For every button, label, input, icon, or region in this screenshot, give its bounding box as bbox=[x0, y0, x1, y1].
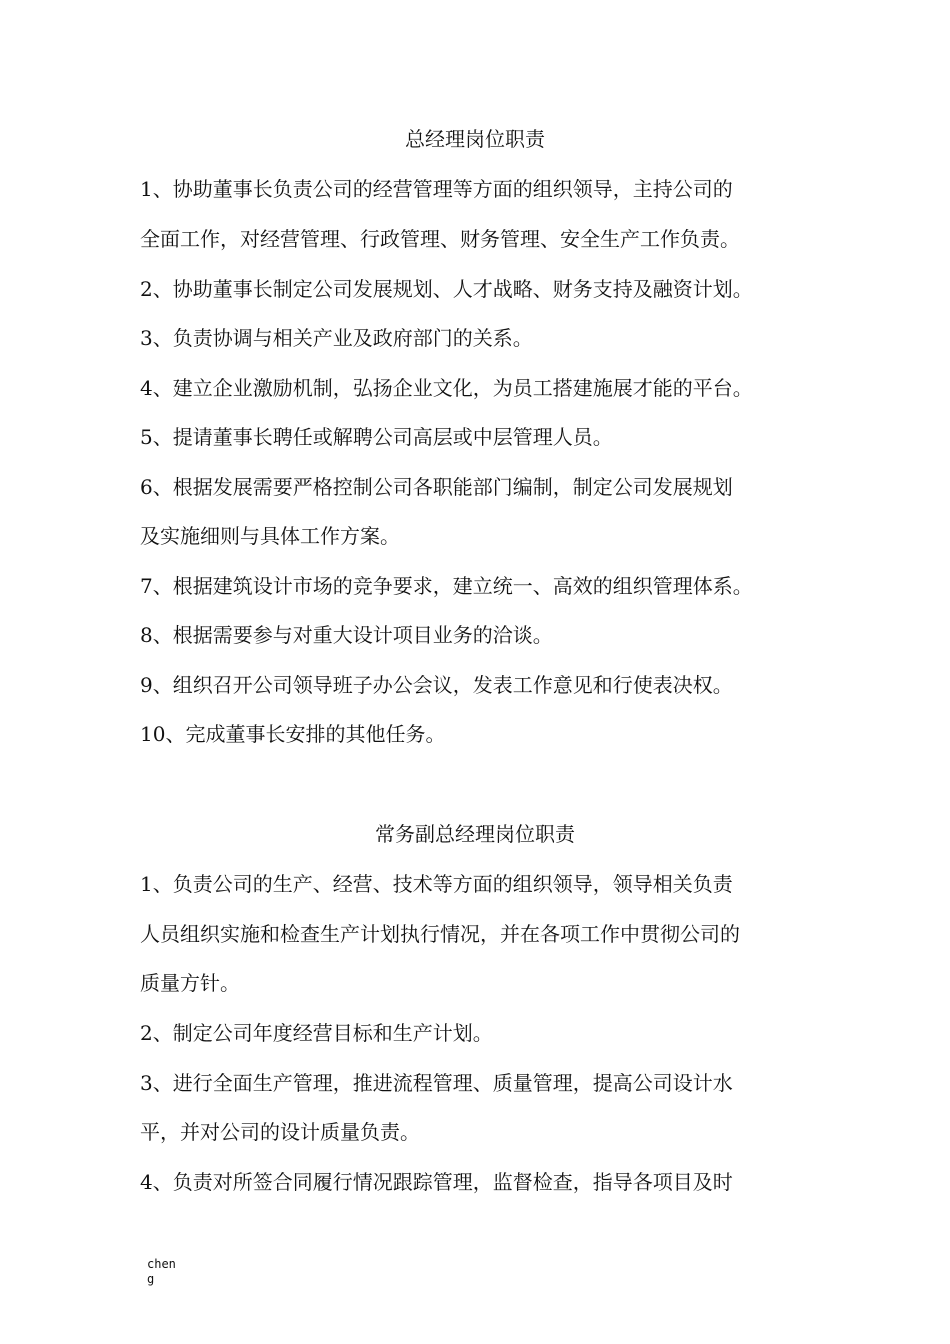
section2-line-7: 4、负责对所签合同履行情况跟踪管理，监督检查，指导各项目及时 bbox=[140, 1170, 733, 1194]
section2-line-1: 1、负责公司的生产、经营、技术等方面的组织领导，领导相关负责 bbox=[140, 872, 733, 896]
section1-line-1: 1、协助董事长负责公司的经营管理等方面的组织领导，主持公司的 bbox=[140, 177, 733, 201]
section1-line-10: 8、根据需要参与对重大设计项目业务的洽谈。 bbox=[140, 623, 553, 647]
section1-line-4: 3、负责协调与相关产业及政府部门的关系。 bbox=[140, 326, 533, 350]
section-title-executive-vice-manager: 常务副总经理岗位职责 bbox=[375, 822, 575, 846]
section2-line-4: 2、制定公司年度经营目标和生产计划。 bbox=[140, 1021, 493, 1045]
section1-line-2: 全面工作，对经营管理、行政管理、财务管理、安全生产工作负责。 bbox=[140, 227, 740, 251]
section2-line-3: 质量方针。 bbox=[140, 971, 240, 995]
section-title-general-manager: 总经理岗位职责 bbox=[405, 127, 545, 151]
section1-line-3: 2、协助董事长制定公司发展规划、人才战略、财务支持及融资计划。 bbox=[140, 277, 753, 301]
section2-line-5: 3、进行全面生产管理，推进流程管理、质量管理，提高公司设计水 bbox=[140, 1071, 733, 1095]
section1-line-9: 7、根据建筑设计市场的竞争要求，建立统一、高效的组织管理体系。 bbox=[140, 574, 753, 598]
section1-line-6: 5、提请董事长聘任或解聘公司高层或中层管理人员。 bbox=[140, 425, 613, 449]
section1-line-5: 4、建立企业激励机制，弘扬企业文化，为员工搭建施展才能的平台。 bbox=[140, 376, 753, 400]
section2-line-2: 人员组织实施和检查生产计划执行情况，并在各项工作中贯彻公司的 bbox=[140, 922, 740, 946]
section1-line-11: 9、组织召开公司领导班子办公会议，发表工作意见和行使表决权。 bbox=[140, 673, 733, 697]
section2-line-6: 平，并对公司的设计质量负责。 bbox=[140, 1120, 420, 1144]
footer-note: cheng bbox=[147, 1257, 176, 1286]
section1-line-7: 6、根据发展需要严格控制公司各职能部门编制，制定公司发展规划 bbox=[140, 475, 733, 499]
section1-line-12: 10、完成董事长安排的其他任务。 bbox=[140, 722, 446, 746]
section1-line-8: 及实施细则与具体工作方案。 bbox=[140, 524, 400, 548]
